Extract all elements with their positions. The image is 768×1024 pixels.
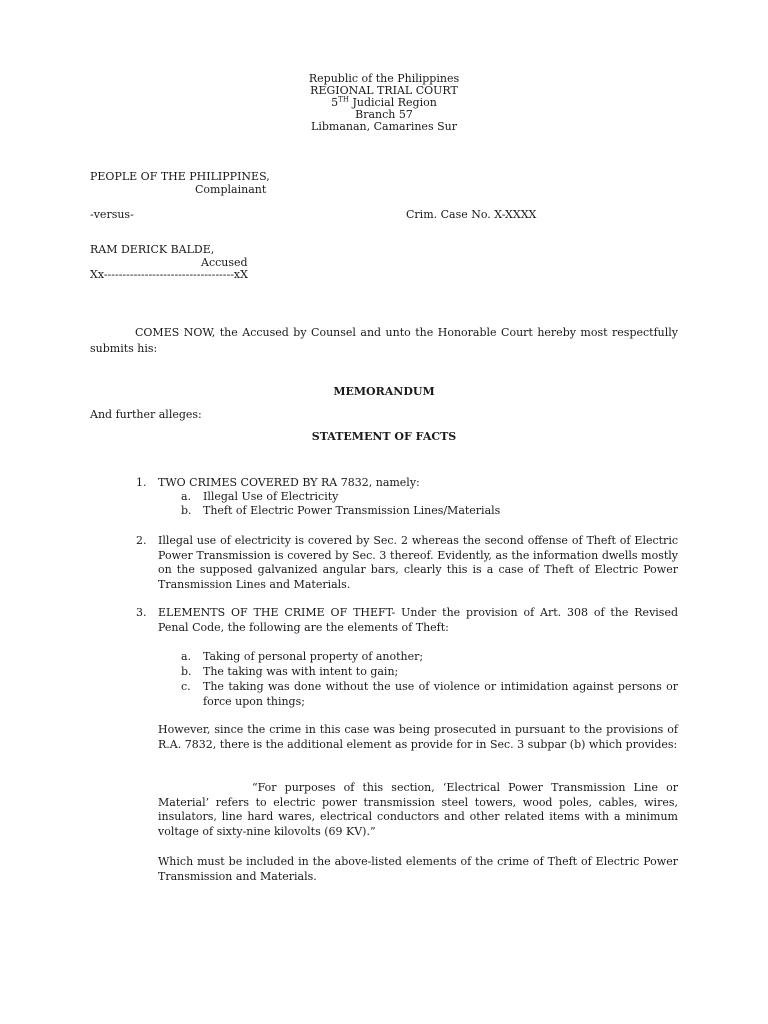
further-alleges: And further alleges: [90, 408, 202, 421]
versus-label: -versus- [90, 208, 134, 221]
item-3c-letter: c. [181, 680, 191, 693]
item-1-number: 1. [136, 476, 147, 489]
item-1a-text: Illegal Use of Electricity [203, 490, 339, 503]
item-3-paragraph-1: However, since the crime in this case was being prosecuted in pursuant to the provisions of R.A. 7832, there is the additional element as provide for in Sec. 3 subpar (b) which provides: [158, 723, 678, 751]
item-3-text: ELEMENTS OF THE CRIME OF THEFT- Under the provision of Art. 308 of the Revised Penal Code, the following are the elements of Theft: [158, 606, 678, 634]
item-1a-letter: a. [181, 490, 192, 503]
section-title: STATEMENT OF FACTS [311, 430, 457, 443]
item-3b-text: The taking was with intent to gain; [203, 665, 399, 678]
intro-paragraph: COMES NOW, the Accused by Counsel and unto the Honorable Court hereby most respectfully submits his: [90, 326, 678, 355]
item-3a-letter: a. [181, 650, 192, 663]
header-branch: Branch 57 [355, 108, 413, 121]
item-3a-text: Taking of personal property of another; [203, 650, 424, 663]
item-1b-text: Theft of Electric Power Transmission Lines/Materials [203, 504, 501, 517]
header-location: Libmanan, Camarines Sur [311, 120, 457, 133]
complainant-name: PEOPLE OF THE PHILIPPINES, [90, 170, 270, 183]
header-region: 5TH Judicial Region [331, 95, 437, 109]
item-3-quote: “For purposes of this section, ‘Electrical Power Transmission Line or Material’ refers to electric power transmission steel towers, wood poles, cables, wires, insulators, line hard wares, electrical conductors and other related items with a minimum voltage of sixty-nine kilovolts (69 KV).” [158, 781, 678, 838]
header-republic: Republic of the Philippines [308, 72, 460, 85]
accused-name: RAM DERICK BALDE, [90, 243, 215, 256]
item-3-number: 3. [136, 606, 147, 619]
caption-separator: Xx-----------------------------------xX [90, 268, 248, 281]
item-2-number: 2. [136, 534, 147, 547]
item-3c-text: The taking was done without the use of violence or intimidation against persons or force upon things; [203, 680, 678, 708]
document-title: MEMORANDUM [333, 385, 435, 398]
item-3-paragraph-2: Which must be included in the above-listed elements of the crime of Theft of Electric Power Transmission and Materials. [158, 855, 678, 883]
item-1b-letter: b. [181, 504, 192, 517]
accused-role: Accused [201, 256, 248, 269]
item-2-text: Illegal use of electricity is covered by Sec. 2 whereas the second offense of Theft of Electric Power Transmission is covered by Sec. 3 thereof. Evidently, as the information dwells mostly on the supposed galvanized angular bars, clearly this is a case of Theft of Electric Power Transmission Lines and Materials. [158, 534, 678, 591]
item-1-text: TWO CRIMES COVERED BY RA 7832, namely: [158, 476, 420, 489]
header-court: REGIONAL TRIAL COURT [310, 84, 458, 97]
item-3b-letter: b. [181, 665, 192, 678]
complainant-role: Complainant [195, 183, 267, 196]
case-number: Crim. Case No. X-XXXX [406, 208, 537, 221]
